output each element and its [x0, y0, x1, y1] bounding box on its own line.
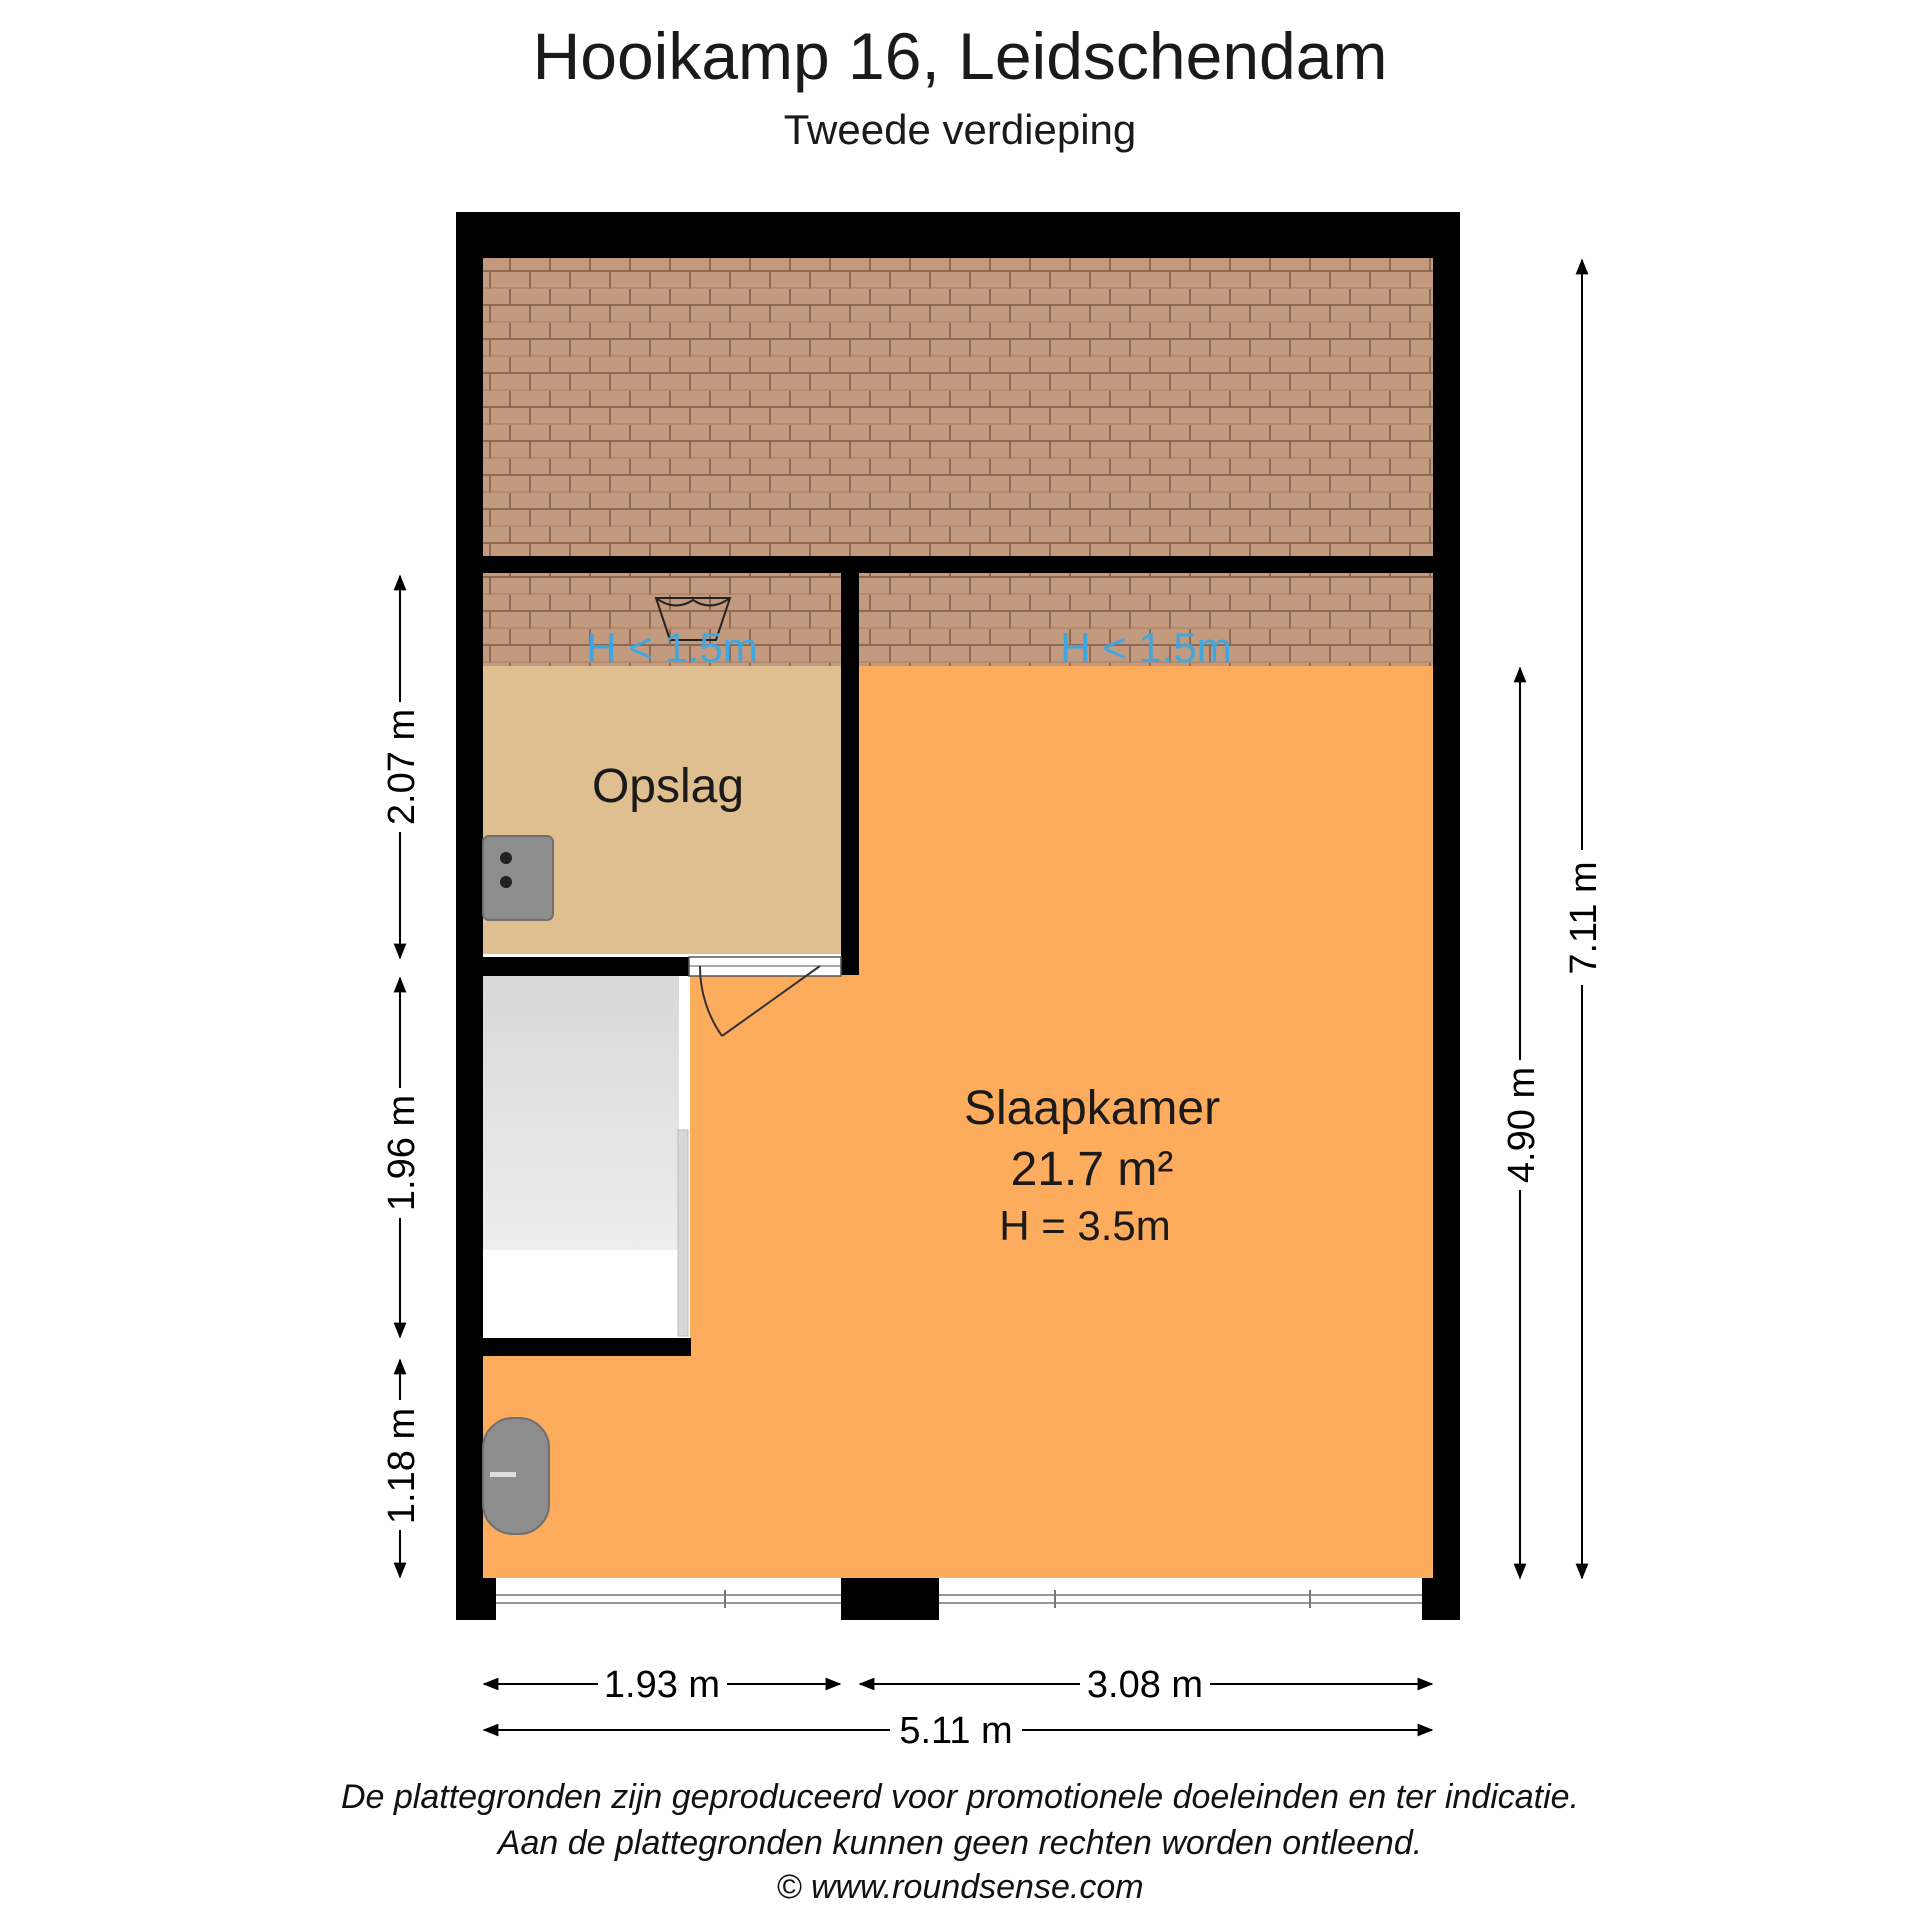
boiler-icon [483, 836, 553, 920]
page-title: Hooikamp 16, Leidschendam [532, 19, 1388, 93]
dimension-bottom-left [484, 1664, 840, 1706]
dimension-right-outer [1563, 260, 1605, 1578]
stair-railing [678, 1130, 688, 1336]
dimension-left-bottom-label: 1.18 m [381, 1407, 423, 1525]
bedroom-area: 21.7 m² [1010, 1143, 1174, 1196]
dimension-bottom-right [860, 1664, 1432, 1706]
dimension-left-mid [381, 978, 423, 1337]
dimension-right-inner-label: 4.90 m [1501, 1066, 1543, 1184]
dimension-left-bottom [381, 1360, 423, 1577]
floor-subtitle: Tweede verdieping [783, 106, 1137, 153]
disclaimer-line-1: De plattegronden zijn geproduceerd voor promotionele doeleinden en ter indicatie. [340, 1778, 1580, 1816]
dimension-bottom-left-label: 1.93 m [603, 1664, 721, 1706]
stair-landing [483, 1250, 679, 1336]
roof-area-top [483, 258, 1433, 558]
bedroom-height: H = 3.5m [999, 1202, 1171, 1249]
dimension-bottom-total [484, 1710, 1432, 1752]
bedroom-label: Slaapkamer [963, 1082, 1221, 1135]
dimension-bottom-total-label: 5.11 m [899, 1710, 1013, 1752]
dimension-bottom-right-label: 3.08 m [1086, 1664, 1204, 1706]
windows [496, 1580, 1422, 1618]
storage-height-note: H < 1.5m [586, 624, 758, 671]
dimension-left-mid-label: 1.96 m [381, 1094, 423, 1212]
sink-icon [483, 1418, 549, 1534]
dimension-left-top [381, 576, 423, 958]
dimension-right-outer-label: 7.11 m [1563, 861, 1605, 975]
dimension-right-inner [1501, 668, 1543, 1578]
storage-label: Opslag [591, 760, 745, 813]
copyright-text: © www.roundsense.com [776, 1868, 1144, 1906]
bedroom-height-note: H < 1.5m [1060, 624, 1232, 671]
dimension-left-top-label: 2.07 m [381, 708, 423, 826]
disclaimer-line-2: Aan de plattegronden kunnen geen rechten worden ontleend. [497, 1824, 1423, 1862]
